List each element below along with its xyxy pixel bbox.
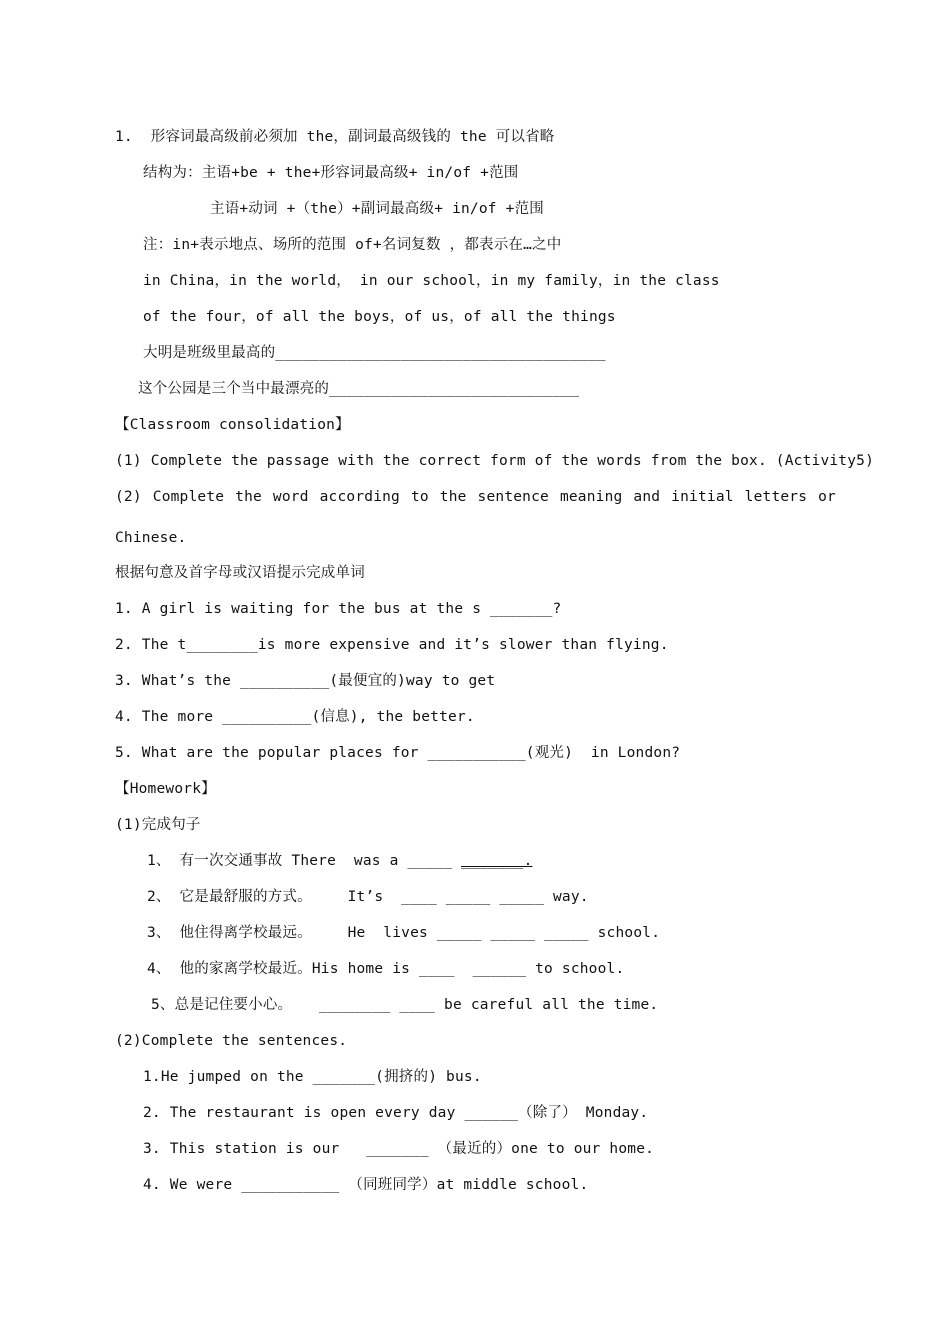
homework-item-text: 1、 有一次交通事故 There was a _____ [147,853,462,869]
homework-part-title: (2)Complete the sentences. [115,1033,348,1049]
structure-adverb: 主语+动词 +（the）+副词最高级+ in/of +范围 [210,201,544,217]
grammar-rule: 1. 形容词最高级前必须加 the，副词最高级钱的 the 可以省略 [115,129,555,145]
answer-blank: _______. [461,853,533,869]
exercise-item: 4. The more __________(信息), the better. [115,709,475,725]
homework-sentence: 2. The restaurant is open every day ______（除了） Monday. [143,1105,649,1121]
examples-of: of the four，of all the boys，of us，of all the things [143,309,616,325]
homework-item [147,851,533,871]
homework-part-title: (1)完成句子 [115,817,201,833]
exercise-item: 3. What’s the __________(最便宜的)way to get [115,673,496,689]
homework-item: 4、 他的家离学校最近。His home is ____ ______ to school. [147,961,625,977]
consolidation-task: (1) Complete the passage with the correct form of the words from the box. (Activity5) [115,453,875,469]
exercise-item: 5. What are the popular places for ___________(观光) in London? [115,745,681,761]
grammar-note: 注：in+表示地点、场所的范围 of+名词复数 ，都表示在…之中 [143,237,562,253]
translate-item: 大明是班级里最高的_____________________________________ [143,345,606,361]
homework-sentence: 3. This station is our _______ （最近的）one to our home. [143,1141,655,1157]
section-heading-consolidation: 【Classroom consolidation】 [115,417,350,433]
homework-item: 3、 他住得离学校最远。 He lives _____ _____ _____ school. [147,925,661,941]
exercise-item: 2. The t________is more expensive and it’s slower than flying. [115,637,669,653]
homework-sentence: 4. We were ___________ （同班同学）at middle school. [143,1177,589,1193]
consolidation-instruction: 根据句意及首字母或汉语提示完成单词 [115,565,365,581]
translate-item: 这个公园是三个当中最漂亮的____________________________ [138,381,580,397]
homework-sentence: 1.He jumped on the _______(拥挤的) bus. [143,1069,482,1085]
consolidation-task-continued: Chinese. [115,530,187,546]
examples-in: in China，in the world， in our school，in my family，in the class [143,273,720,289]
consolidation-task: (2) Complete the word according to the sentence meaning and initial letters or [115,489,836,505]
homework-item: 2、 它是最舒服的方式。 It’s ____ _____ _____ way. [147,889,589,905]
section-heading-homework: 【Homework】 [115,781,216,797]
homework-item: 5、总是记住要小心。 ________ ____ be careful all the time. [151,997,659,1013]
structure-adjective: 结构为：主语+be + the+形容词最高级+ in/of +范围 [143,165,519,181]
exercise-item: 1. A girl is waiting for the bus at the s _______? [115,601,562,617]
